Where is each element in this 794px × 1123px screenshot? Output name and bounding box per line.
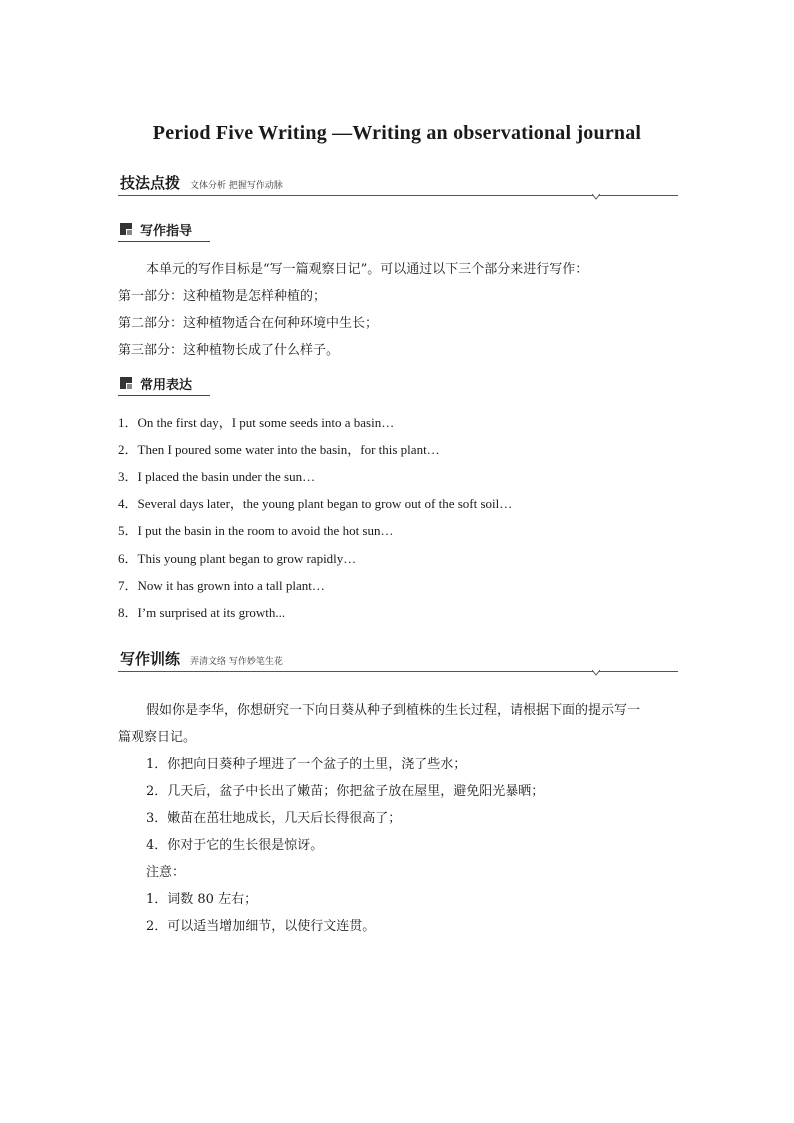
subheading-common-expressions [118,373,210,396]
task-paragraph-line-1: 假如你是李华，你想研究一下向日葵从种子到植株的生长过程，请根据下面的提示写一 [146,703,641,718]
rule-notch-icon [592,194,600,200]
rule-notch-icon [592,670,600,676]
section-bar-techniques [118,172,678,196]
expression-item-6: 6．This young plant began to grow rapidly… [118,551,357,566]
note-item-1: 1．词数 80 左右； [146,892,258,907]
section-subtitle: 弄清文络 写作妙笔生花 [190,657,283,667]
guide-intro: 本单元的写作目标是“写一篇观察日记”。可以通过以下三个部分来进行写作： [146,262,589,277]
expression-item-3: 3．I placed the basin under the sun… [118,469,316,484]
section-title: 技法点拨 [120,174,181,192]
expression-item-5: 5．I put the basin in the room to avoid the hot sun… [118,523,394,538]
note-item-2: 2．可以适当增加细节，以使行文连贯。 [146,919,376,934]
note-label: 注意： [146,865,186,880]
subheading-label: 常用表达 [140,378,193,393]
guide-part-2: 第二部分：这种植物适合在何种环境中生长； [118,316,379,331]
expression-item-1: 1．On the first day，I put some seeds into a basin… [118,415,395,430]
guide-part-1: 第一部分：这种植物是怎样种植的； [118,289,327,304]
task-point-1: 1．你把向日葵种子埋进了一个盆子的土里，浇了些水； [146,757,467,772]
square-bullet-icon [120,377,132,389]
task-point-4: 4．你对于它的生长很是惊讶。 [146,838,324,853]
section-bar-writing-practice [118,648,678,672]
square-bullet-icon [120,223,132,235]
task-point-3: 3．嫩苗在茁壮地成长，几天后长得很高了； [146,811,402,826]
section-subtitle: 文体分析 把握写作动脉 [190,181,283,191]
expression-item-2: 2．Then I poured some water into the basin，for this plant… [118,442,440,457]
guide-part-3: 第三部分：这种植物长成了什么样子。 [118,343,340,358]
section-title: 写作训练 [120,650,181,668]
page-title: Period Five Writing —Writing an observational journal [152,122,642,144]
task-paragraph-line-2: 篇观察日记。 [118,730,197,745]
task-point-2: 2．几天后，盆子中长出了嫩苗；你把盆子放在屋里，避免阳光暴晒； [146,784,545,799]
subheading-writing-guide [118,219,210,242]
expression-item-7: 7．Now it has grown into a tall plant… [118,578,325,593]
expression-item-8: 8．I’m surprised at its growth... [118,605,286,620]
subheading-label: 写作指导 [140,224,193,239]
expression-item-4: 4．Several days later，the young plant began to grow out of the soft soil… [118,496,513,511]
